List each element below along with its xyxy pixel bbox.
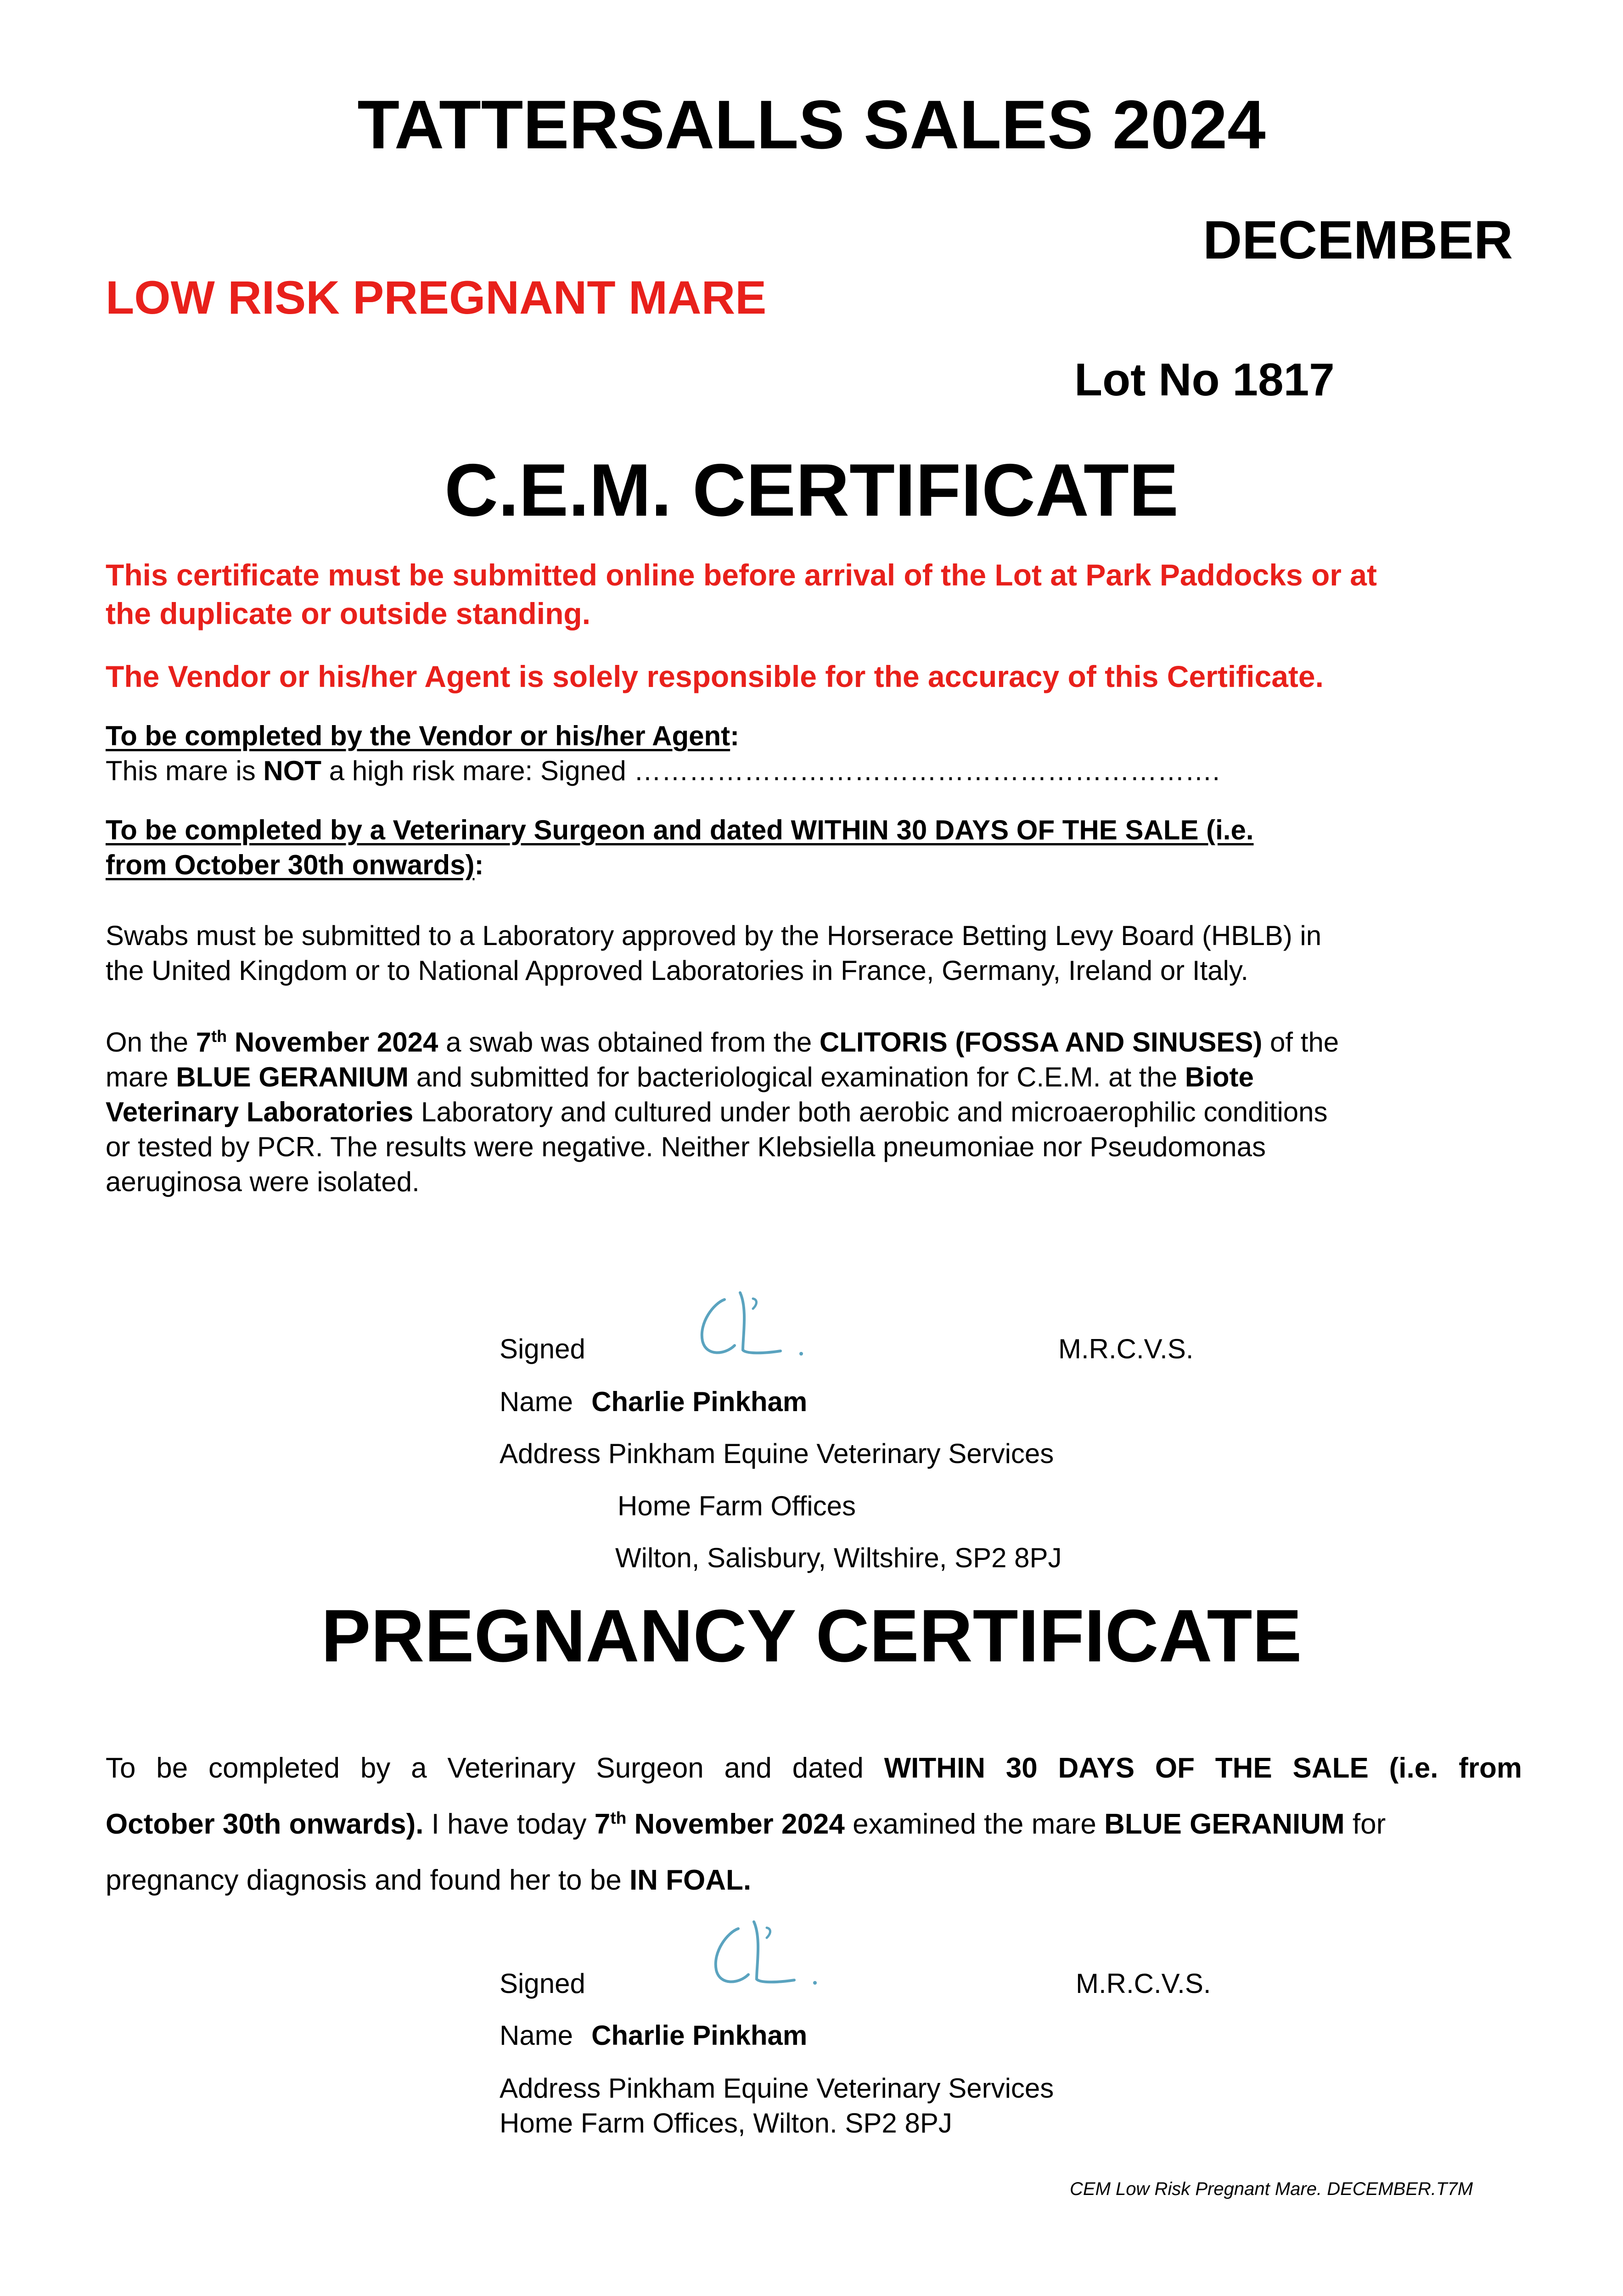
cem-vet-name: Charlie Pinkham [591,1386,808,1417]
lab-name-part1: Biote [1185,1062,1254,1092]
vendor-heading [106,719,1220,754]
preg-address-line1-text: Pinkham Equine Veterinary Services [601,2073,1054,2104]
vendor-heading-colon: : [730,720,740,751]
preg-address [500,2071,1054,2141]
cem-address-row [500,1436,1054,1471]
lot-number: Lot No 1817 [1074,354,1335,405]
preg-mrcvs: M.R.C.V.S. [1076,1968,1211,1999]
result-line5: aeruginosa were isolated. [106,1166,420,1197]
preg-result: IN FOAL. [629,1864,752,1896]
pregnancy-statement [106,1740,1522,1908]
sale-month: DECEMBER [1203,210,1513,270]
text: a swab was obtained from the [438,1027,820,1058]
text: To be completed by a Veterinary Surgeon and dated [106,1752,884,1784]
preg-line2 [106,1796,1522,1852]
result-line4: or tested by PCR. The results were negative. Neither Klebsiella pneumoniae nor Pseudomonas [106,1131,1266,1162]
vendor-responsibility-warning: The Vendor or his/her Agent is solely responsible for the accuracy of this Certificate. [106,659,1324,693]
text: On the [106,1027,196,1058]
vet-heading-date: October 30th onwards) [167,850,475,880]
text: Laboratory and cultured under both aerobic and microaerophilic conditions [413,1097,1328,1127]
vet-heading-from: from [106,850,167,880]
swab-requirements [106,918,1321,988]
preg-day: 7 [594,1808,611,1840]
preg-vet-name: Charlie Pinkham [591,2020,808,2051]
submission-warning-line2: the duplicate or outside standing. [106,597,591,630]
vet-heading-line2 [106,848,1254,883]
submission-warning [106,556,1377,633]
cem-address-line2: Home Farm Offices [618,1491,856,1521]
preg-address-line1 [500,2071,1054,2106]
cem-signed-label: Signed [500,1334,585,1364]
cem-address-line3: Wilton, Salisbury, Wiltshire, SP2 8PJ [615,1542,1062,1573]
preg-address-label: Address [500,2073,601,2104]
cem-signature [689,1281,826,1368]
text: examined the mare [844,1808,1105,1840]
swab-date: November 2024 [227,1027,438,1058]
preg-mare-name: BLUE GERANIUM [1104,1808,1345,1840]
preg-day-suffix: th [610,1808,627,1828]
vendor-section [106,719,1220,788]
vet-heading-line1: To be completed by a Veterinary Surgeon and dated WITHIN 30 DAYS OF THE SALE (i.e. [106,815,1254,845]
preg-name-label: Name [500,2020,573,2051]
vet-heading [106,813,1254,883]
cem-address-line1: Pinkham Equine Veterinary Services [601,1438,1054,1469]
category-label: LOW RISK PREGNANT MARE [106,271,767,324]
cem-certificate-title: C.E.M. CERTIFICATE [444,449,1179,532]
preg-line1 [106,1740,1522,1796]
submission-warning-line1: This certificate must be submitted online before arrival of the Lot at Park Paddocks or at [106,558,1377,592]
cem-name-row [500,1384,807,1419]
result-line1 [106,1025,1339,1060]
swab-day-suffix: th [211,1027,227,1046]
swab-line1: Swabs must be submitted to a Laboratory approved by the Horserace Betting Levy Board (HBLB) in [106,920,1322,951]
cem-mrcvs: M.R.C.V.S. [1058,1334,1194,1364]
cem-address-label: Address [500,1438,601,1469]
vendor-not: NOT [263,755,322,786]
vendor-declaration [106,754,1220,788]
vendor-text-b: a high risk mare: Signed ………………………………………………………. [321,755,1220,786]
mare-name: BLUE GERANIUM [176,1062,409,1092]
pregnancy-certificate-title: PREGNANCY CERTIFICATE [321,1594,1302,1677]
vet-heading-colon: : [474,850,484,880]
text: mare [106,1062,176,1092]
vendor-text-a: This mare is [106,755,264,786]
preg-name-row [500,2018,807,2053]
swab-result-paragraph [106,1025,1339,1199]
footer-code: CEM Low Risk Pregnant Mare. DECEMBER.T7M [1070,2179,1473,2199]
preg-address-line2: Home Farm Offices, Wilton. SP2 8PJ [500,2108,952,2138]
text: for [1344,1808,1386,1840]
result-line3 [106,1095,1339,1130]
preg-signature [702,1910,840,1998]
swab-line2: the United Kingdom or to National Approved Laboratories in France, Germany, Ireland or Italy. [106,955,1249,986]
preg-date: November 2024 [626,1808,845,1840]
text: and submitted for bacteriological examination for C.E.M. at the [409,1062,1185,1092]
text: pregnancy diagnosis and found her to be [106,1864,629,1896]
text: of the [1262,1027,1339,1058]
swab-day: 7 [196,1027,212,1058]
preg-deadline-end: October 30th onwards). [106,1808,424,1840]
vendor-heading-text: To be completed by the Vendor or his/her Agent [106,720,730,751]
cem-name-label: Name [500,1386,573,1417]
preg-deadline: WITHIN 30 DAYS OF THE SALE (i.e. from [884,1752,1522,1784]
preg-line3 [106,1852,1522,1908]
preg-signed-label: Signed [500,1968,585,1999]
lab-name-part2: Veterinary Laboratories [106,1097,414,1127]
text: I have today [423,1808,595,1840]
sale-title: TATTERSALLS SALES 2024 [357,86,1266,163]
result-line2 [106,1060,1339,1095]
swab-site: CLITORIS (FOSSA AND SINUSES) [819,1027,1263,1058]
